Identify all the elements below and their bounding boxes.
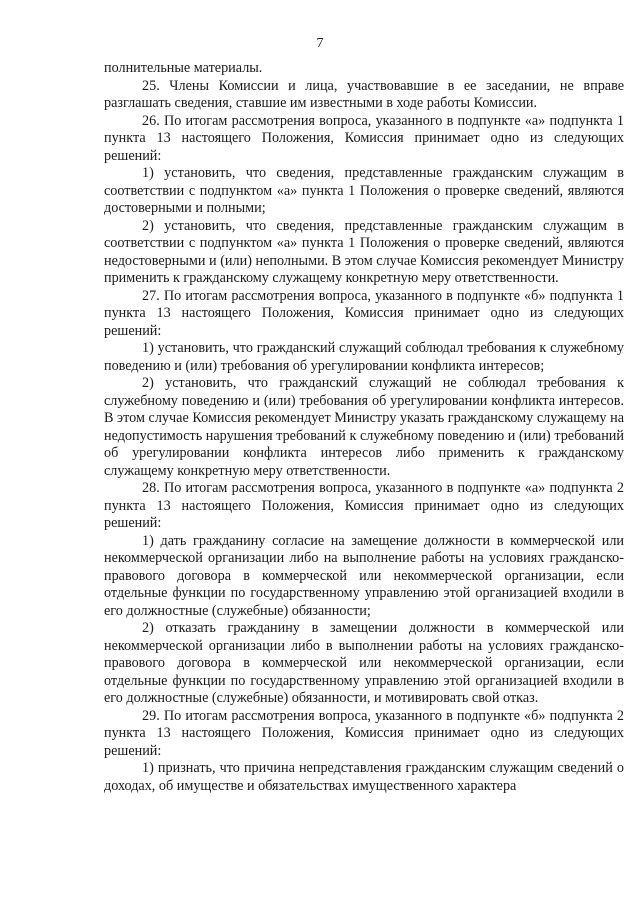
paragraph-27: 27. По итогам рассмотрения вопроса, указанного в подпункте «б» подпункта 1 пункта 13 настоящего Положения, Комиссия принимает одно из следующих решений:	[104, 287, 624, 339]
paragraph-28-item-2: 2) отказать гражданину в замещении должности в коммерческой или некоммерческой организации либо в выполнении работы на условиях гражданско-правового договора в коммерческой или некоммерческой организации, если отдельные функции по государственному управлению этой организацией входили в его должностные (служебные) обязанности, и мотивировать свой отказ.	[104, 620, 624, 706]
paragraph-26-item-1: 1) установить, что сведения, представленные гражданским служащим в соответствии с подпунктом «а» пункта 1 Положения о проверке сведений, являются достоверными и полными;	[104, 165, 624, 216]
paragraph-25: 25. Члены Комиссии и лица, участвовавшие в ее заседании, не вправе разглашать сведения, ставшие им известными в ходе работы Комиссии.	[104, 77, 624, 111]
page-number: 7	[316, 36, 324, 51]
paragraph-26-item-2: 2) установить, что сведения, представленные гражданским служащим в соответствии с подпунктом «а» пункта 1 Положения о проверке сведений, являются недостоверными и (или) неполными. В этом случае Комиссия рекомендует Министру применить к гражданскому служащему конкретную меру ответственности.	[104, 217, 624, 286]
paragraph-28: 28. По итогам рассмотрения вопроса, указанного в подпункте «а» подпункта 2 пункта 13 настоящего Положения, Комиссия принимает одно из следующих решений:	[104, 480, 624, 531]
paragraph-26: 26. По итогам рассмотрения вопроса, указанного в подпункте «а» подпункта 1 пункта 13 настоящего Положения, Комиссия принимает одно из следующих решений:	[104, 112, 624, 164]
paragraph-27-item-1: 1) установить, что гражданский служащий соблюдал требования к служебному поведению и (или) требования об урегулировании конфликта интересов;	[104, 340, 624, 374]
paragraph-28-item-1: 1) дать гражданину согласие на замещение должности в коммерческой или некоммерческой организации либо на выполнение работы на условиях гражданско-правового договора в коммерческой или некоммерческой организации, если отдельные функции по государственному управлению этой организацией входили в его должностные (служебные) обязанности;	[104, 532, 624, 619]
document-text	[104, 60, 624, 795]
paragraph-29-item-1: 1) признать, что причина непредставления гражданским служащим сведений о доходах, об имуществе и обязательствах имущественного характера	[104, 760, 624, 794]
paragraph-continuation: полнительные материалы.	[104, 60, 263, 76]
paragraph-27-item-2: 2) установить, что гражданский служащий не соблюдал требования к служебному поведению и (или) требования об урегулировании конфликта интересов. В этом случае Комиссия рекомендует Министру указать гражданскому служащему на недопустимость нарушения требований к служебному поведению и (или) требований об урегулировании конфликта интересов либо применить к гражданскому служащему конкретную меру ответственности.	[104, 375, 624, 479]
paragraph-29: 29. По итогам рассмотрения вопроса, указанного в подпункте «б» подпункта 2 пункта 13 настоящего Положения, Комиссия принимает одно из следующих решений:	[104, 707, 624, 759]
